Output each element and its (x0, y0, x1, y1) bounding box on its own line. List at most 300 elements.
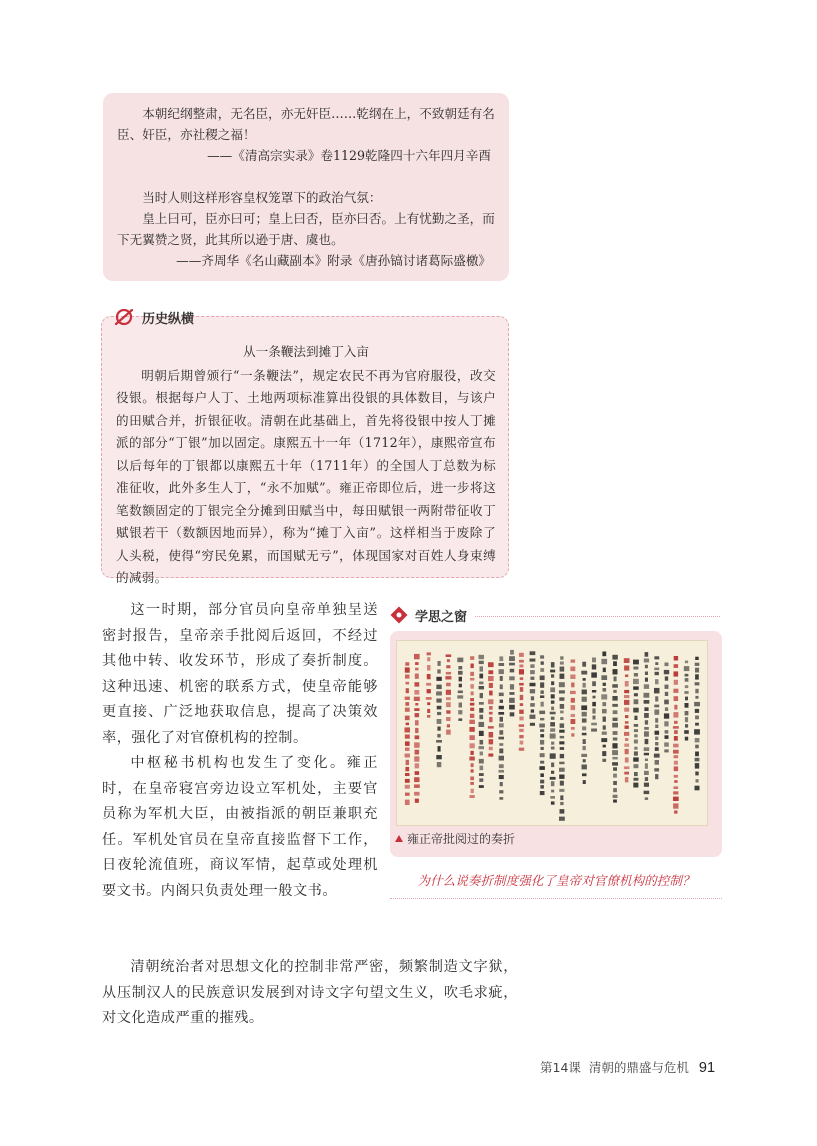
memorial-stroke (458, 710, 462, 714)
memorial-stroke (415, 682, 420, 686)
memorial-stroke (414, 756, 419, 761)
memorial-stroke (520, 677, 524, 680)
memorial-stroke (550, 796, 555, 799)
memorial-stroke (446, 665, 450, 668)
memorial-stroke (695, 682, 700, 685)
memorial-stroke (489, 691, 493, 696)
memorial-stroke (499, 737, 505, 740)
memorial-stroke (695, 674, 699, 679)
memorial-stroke (414, 708, 419, 711)
memorial-stroke (479, 778, 483, 782)
memorial-stroke (447, 659, 450, 662)
memorial-stroke (551, 694, 555, 698)
memorial-stroke (500, 684, 503, 689)
memorial-stroke (674, 664, 679, 668)
memorial-stroke (519, 660, 524, 663)
memorial-stroke (560, 802, 563, 805)
memorial-stroke (471, 763, 474, 767)
memorial-stroke (655, 737, 658, 741)
memorial-stroke (459, 677, 462, 682)
memorial-stroke (405, 716, 410, 721)
memorial-stroke (674, 766, 678, 771)
memorial-stroke (582, 726, 586, 730)
memorial-stroke (559, 817, 565, 821)
memorial-stroke (446, 690, 451, 695)
memorial-stroke (509, 676, 515, 680)
memorial-stroke (645, 672, 648, 676)
memorial-stroke (480, 766, 484, 771)
memorial-stroke (685, 724, 688, 727)
memorial-stroke (471, 789, 474, 793)
memorial-stroke (560, 795, 563, 800)
memorial-stroke (613, 690, 616, 693)
memorial-stroke (695, 668, 699, 673)
quote-line-3: 皇上曰可，臣亦曰可；皇上曰否，臣亦曰否。上有忧勤之圣，而下无翼赞之贤，此其所以逊于唐、虞也。 (117, 211, 495, 247)
question-divider (390, 898, 722, 899)
memorial-stroke (664, 670, 669, 674)
memorial-stroke (654, 754, 660, 758)
memorial-stroke (583, 678, 586, 681)
memorial-stroke (645, 652, 649, 657)
memorial-stroke (427, 709, 430, 713)
memorial-stroke (499, 656, 503, 661)
memorial-stroke (415, 771, 420, 775)
memorial-stroke (674, 775, 678, 778)
memorial-stroke (673, 712, 678, 718)
memorial-stroke (479, 731, 484, 736)
memorial-stroke (612, 757, 617, 760)
memorial-stroke (634, 747, 637, 750)
quote-box (103, 93, 509, 281)
memorial-stroke (602, 732, 607, 735)
memorial-stroke (612, 704, 618, 707)
memorial-stroke (559, 762, 564, 765)
memorial-stroke (644, 700, 650, 704)
memorial-stroke (531, 709, 534, 712)
memorial-stroke (685, 678, 689, 682)
memorial-stroke (436, 685, 441, 690)
memorial-stroke (540, 785, 544, 789)
memorial-stroke (634, 764, 639, 768)
memorial-stroke (437, 727, 440, 731)
quote-line-2: 当时人则这样形容皇权笼罩下的政治气氛： (142, 190, 382, 205)
memorial-stroke (446, 654, 452, 657)
memorial-stroke (437, 706, 442, 710)
memorial-stroke (571, 719, 576, 724)
memorial-stroke (592, 658, 596, 663)
memorial-stroke (541, 661, 544, 664)
memorial-stroke (488, 662, 494, 667)
memorial-stroke (470, 703, 475, 706)
memorial-stroke (480, 752, 483, 756)
memorial-stroke (551, 763, 554, 768)
memorial-stroke (684, 691, 688, 694)
memorial-stroke (405, 662, 409, 665)
memorial-stroke (469, 757, 474, 761)
memorial-stroke (520, 695, 524, 700)
memorial-stroke (560, 723, 565, 728)
memorial-illustration (397, 641, 708, 826)
memorial-stroke (551, 790, 554, 793)
memorial-stroke (665, 685, 669, 689)
memorial-stroke (427, 652, 431, 655)
memorial-stroke (405, 675, 410, 679)
memorial-stroke (664, 713, 669, 718)
memorial-stroke (551, 674, 554, 677)
memorial-stroke (531, 696, 534, 700)
memorial-stroke (405, 727, 411, 732)
memorial-stroke (655, 774, 658, 779)
memorial-stroke (603, 725, 606, 729)
memorial-stroke (539, 766, 545, 770)
memorial-stroke (654, 705, 659, 708)
memorial-stroke (436, 677, 441, 681)
memorial-stroke (540, 718, 544, 721)
memorial-stroke (405, 697, 410, 700)
memorial-stroke (550, 722, 555, 726)
memorial-stroke (446, 702, 451, 707)
memorial-stroke (551, 701, 555, 704)
memorial-stroke (695, 752, 699, 757)
memorial-stroke (489, 706, 493, 710)
memorial-stroke (674, 696, 679, 701)
memorial-stroke (414, 777, 419, 782)
memorial-stroke (634, 729, 638, 732)
memorial-stroke (405, 773, 410, 776)
memorial-stroke (530, 670, 535, 674)
memorial-stroke (550, 712, 556, 715)
memorial-stroke (470, 708, 474, 711)
memorial-stroke (550, 687, 555, 692)
memorial-stroke (673, 689, 678, 693)
memorial-stroke (654, 668, 659, 671)
diamond-flower-icon (390, 606, 408, 624)
memorial-stroke (612, 684, 618, 688)
memorial-stroke (427, 657, 430, 661)
memorial-stroke (458, 666, 462, 670)
memorial-stroke (446, 683, 451, 687)
memorial-stroke (405, 748, 410, 751)
memorial-stroke (405, 708, 410, 712)
memorial-stroke (499, 723, 504, 727)
memorial-stroke (570, 667, 575, 672)
memorial-stroke (437, 762, 442, 767)
page-footer (540, 1058, 715, 1076)
memorial-stroke (613, 738, 618, 741)
memorial-stroke (458, 691, 463, 694)
memorial-stroke (655, 662, 658, 665)
memorial-stroke (674, 730, 678, 734)
memorial-stroke (551, 681, 554, 685)
memorial-stroke (695, 786, 700, 791)
history-body: 明朝后期曾颁行“一条鞭法”，规定农民不再为官府服役，改交役银。根据每户人丁、土地两项标准算出役银的具体数目，与该户的田赋合并，折银征收。清朝在此基础上，首先将役银中按人丁摊派的部分“丁银”加以固定。康熙五十一年（1712年），康熙帝宣布以后每年的丁银都以康熙五十年（1711年）的全国人丁总数为标准征收，此外多生人丁，“永不加赋”。雍正帝即位后，进一步将这笔数额固定的丁银完全分摊到田赋当中，每田赋银一两附带征收丁赋银若干（数额因地而异），称为“摊丁入亩”。这样相当于废除了人头税，使得“穷民免累，而国赋无亏”，体现国家对百姓人身束缚的减弱。 (116, 367, 496, 585)
memorial-stroke (530, 664, 534, 668)
memorial-stroke (612, 762, 618, 765)
paragraph-literary-inquisition: 清朝统治者对思想文化的控制非常严密，频繁制造文字狱，从压制汉人的民族意识发展到对诗文字句望文生义，吹毛求疵，对文化造成严重的摧残。 (102, 959, 518, 1026)
memorial-stroke (427, 702, 430, 705)
memorial-stroke (674, 811, 677, 814)
memorial-stroke (488, 726, 494, 729)
memorial-stroke (560, 662, 564, 665)
memorial-stroke (685, 737, 688, 741)
memorial-stroke (470, 656, 474, 660)
memorial-stroke (499, 790, 503, 793)
memorial-stroke (625, 777, 629, 782)
memorial-stroke (519, 710, 524, 714)
memorial-stroke (624, 695, 629, 698)
memorial-stroke (581, 671, 587, 675)
memorial-stroke (520, 741, 524, 745)
memorial-stroke (550, 734, 556, 739)
memorial-stroke (645, 678, 648, 682)
memorial-stroke (624, 766, 630, 769)
memorial-stroke (674, 780, 677, 783)
memorial-stroke (415, 750, 420, 755)
memorial-stroke (582, 773, 587, 776)
memorial-stroke (469, 720, 475, 724)
memorial-stroke (613, 718, 618, 721)
memorial-stroke (509, 663, 515, 666)
memorial-stroke (471, 664, 474, 669)
memorial-stroke (415, 763, 420, 768)
memorial-stroke (510, 650, 514, 655)
memorial-stroke (559, 775, 564, 779)
memorial-stroke (665, 676, 668, 680)
memorial-stroke (655, 696, 658, 701)
memorial-stroke (674, 680, 678, 685)
memorial-stroke (479, 655, 485, 659)
memorial-stroke (592, 681, 596, 686)
memorial-stroke (471, 769, 474, 772)
memorial-stroke (540, 682, 544, 687)
memorial-stroke (674, 736, 678, 741)
memorial-stroke (479, 773, 484, 776)
memorial-stroke (613, 669, 618, 674)
memorial-stroke (415, 728, 418, 733)
memorial-stroke (696, 779, 699, 782)
memorial-stroke (654, 688, 660, 694)
memorial-stroke (634, 740, 638, 744)
memorial-stroke (414, 697, 420, 701)
memorial-stroke (405, 741, 410, 746)
memorial-stroke (581, 705, 587, 710)
history-header (114, 306, 194, 328)
memorial-stroke (655, 718, 658, 723)
memorial-stroke (437, 719, 442, 724)
memorial-stroke (634, 693, 638, 696)
memorial-stroke (519, 724, 524, 727)
memorial-stroke (427, 674, 431, 679)
memorial-stroke (488, 676, 494, 681)
memorial-stroke (645, 777, 648, 781)
memorial-stroke (582, 662, 586, 667)
memorial-stroke (479, 759, 484, 764)
memorial-stroke (551, 662, 555, 667)
memorial-stroke (560, 809, 565, 814)
memorial-stroke (559, 789, 564, 792)
memorial-stroke (470, 698, 474, 701)
memorial-stroke (591, 729, 597, 732)
memorial-stroke (510, 684, 514, 689)
memorial-stroke (520, 703, 523, 706)
memorial-stroke (624, 658, 630, 663)
memorial-stroke (644, 693, 650, 698)
memorial-stroke (673, 750, 679, 754)
memorial-stroke (592, 690, 596, 693)
memorial-stroke (498, 712, 504, 715)
memorial-stroke (644, 753, 649, 756)
memorial-stroke (414, 784, 420, 788)
memorial-stroke (644, 791, 650, 794)
memorial-stroke (479, 682, 483, 685)
memorial-stroke (644, 684, 649, 689)
footer-lesson: 第14课 (540, 1060, 581, 1075)
memorial-stroke (625, 757, 629, 762)
memorial-stroke (540, 780, 544, 784)
memorial-stroke (551, 707, 554, 711)
memorial-stroke (541, 690, 544, 694)
memorial-stroke (500, 676, 503, 681)
memorial-stroke (405, 800, 410, 805)
memorial-stroke (470, 743, 475, 748)
memorial-stroke (519, 735, 523, 738)
memorial-stroke (470, 678, 474, 681)
memorial-stroke (571, 698, 575, 703)
memorial-stroke (685, 661, 688, 664)
memorial-caption (395, 830, 515, 847)
memorial-stroke (509, 656, 515, 661)
memorial-stroke (551, 801, 555, 804)
memorial-stroke (571, 683, 574, 688)
memorial-stroke (470, 714, 474, 718)
memorial-stroke (664, 700, 669, 705)
memorial-stroke (470, 672, 474, 676)
memorial-stroke (519, 683, 524, 686)
memorial-stroke (470, 777, 474, 781)
memorial-stroke (519, 669, 524, 674)
memorial-stroke (510, 712, 515, 716)
memorial-stroke (519, 729, 524, 732)
memorial-stroke (559, 768, 565, 772)
memorial-stroke (406, 682, 410, 685)
memorial-stroke (655, 747, 659, 751)
memorial-stroke (405, 793, 410, 796)
study-question: 为什么说奏折制度强化了皇帝对官僚机构的控制？ (417, 873, 695, 888)
memorial-stroke (625, 738, 628, 741)
memorial-stroke (695, 763, 699, 769)
memorial-stroke (479, 674, 483, 679)
memorial-stroke (644, 731, 649, 736)
memorial-stroke (458, 671, 463, 675)
memorial-stroke (592, 708, 595, 713)
memorial-stroke (551, 771, 554, 774)
memorial-stroke (601, 675, 607, 680)
memorial-stroke (624, 732, 629, 736)
memorial-stroke (695, 738, 700, 742)
memorial-stroke (603, 688, 607, 692)
memorial-stroke (551, 742, 554, 745)
memorial-stroke (625, 749, 629, 754)
memorial-stroke (405, 735, 410, 739)
memorial-stroke (471, 691, 474, 695)
memorial-stroke (612, 696, 617, 701)
memorial-stroke (624, 690, 629, 693)
memorial-stroke (613, 774, 617, 778)
memorial-stroke (470, 735, 475, 740)
memorial-stroke (673, 726, 679, 729)
memorial-stroke (655, 672, 659, 675)
memorial-stroke (530, 659, 536, 662)
memorial-stroke (489, 717, 492, 722)
memorial-stroke (480, 693, 483, 698)
memorial-stroke (685, 674, 689, 677)
memorial-stroke (633, 679, 639, 684)
memorial-stroke (665, 707, 668, 711)
memorial-stroke (415, 703, 418, 706)
memorial-stroke (540, 695, 544, 698)
memorial-stroke (591, 672, 597, 677)
memorial-stroke (559, 690, 565, 693)
memorial-stroke (603, 668, 606, 673)
memorial-stroke (406, 688, 409, 693)
memorial-stroke (446, 710, 450, 713)
memorial-stroke (438, 746, 441, 752)
memorial-stroke (560, 711, 564, 714)
memorial-stroke (654, 656, 659, 659)
memorial-stroke (560, 656, 563, 659)
memorial-stroke (633, 660, 639, 665)
memorial-stroke (674, 786, 679, 789)
paragraph-memorial: 这一时期，部分官员向皇帝单独呈送密封报告，皇帝亲手批阅后返回，不经过其他中转、收发环节，形成了奏折制度。这种迅速、机密的联系方式，使皇帝能够更直接、广泛地获取信息，提高了决策效率，强化了对官僚机构的控制。 (102, 602, 378, 746)
memorial-stroke (695, 758, 700, 762)
memorial-stroke (634, 673, 638, 677)
memorial-stroke (436, 740, 442, 743)
memorial-stroke (551, 781, 555, 786)
quote-source-2: ——齐周华《名山藏副本》附录《唐孙镐讨诸葛际盛檄》 (176, 253, 491, 268)
memorial-stroke (655, 760, 659, 765)
memorial-stroke (489, 712, 493, 715)
memorial-stroke (446, 672, 451, 675)
memorial-stroke (593, 696, 596, 699)
memorial-stroke (551, 717, 555, 720)
memorial-stroke (405, 779, 410, 783)
memorial-stroke (665, 735, 669, 739)
memorial-stroke (695, 745, 699, 749)
caption-text: 雍正帝批阅过的奏折 (407, 832, 516, 846)
page-number: 91 (698, 1060, 716, 1076)
memorial-stroke (426, 683, 431, 686)
memorial-stroke (479, 661, 484, 664)
memorial-stroke (582, 718, 587, 722)
memorial-stroke (414, 690, 419, 695)
memorial-stroke (470, 782, 474, 785)
memorial-stroke (560, 667, 565, 672)
memorial-stroke (550, 753, 556, 758)
memorial-stroke (446, 730, 451, 735)
memorial-stroke (541, 702, 544, 707)
memorial-stroke (665, 730, 669, 734)
memorial-stroke (519, 653, 524, 657)
memorial-stroke (530, 689, 535, 693)
memorial-stroke (469, 727, 474, 732)
memorial-stroke (571, 714, 575, 717)
memorial-stroke (582, 733, 587, 736)
triangle-marker-icon (395, 835, 403, 842)
memorial-stroke (685, 703, 689, 708)
memorial-stroke (593, 716, 596, 720)
memorial-stroke (644, 771, 649, 775)
memorial-stroke (447, 724, 450, 727)
